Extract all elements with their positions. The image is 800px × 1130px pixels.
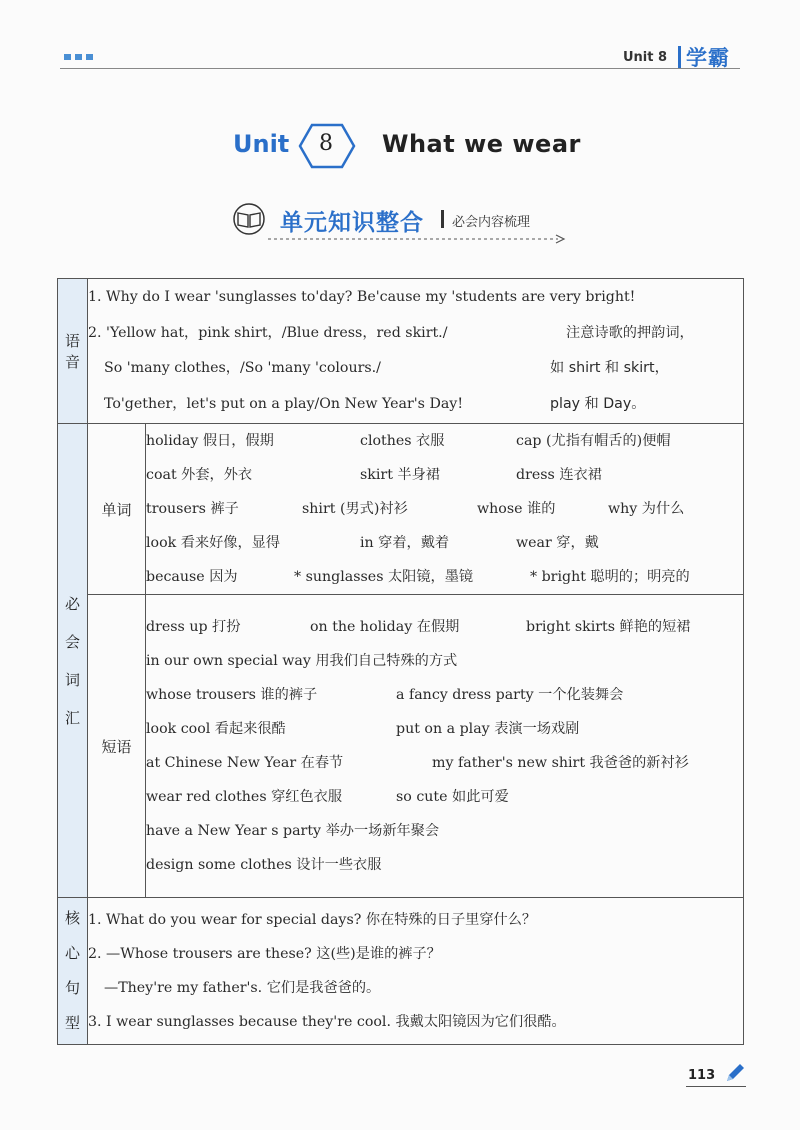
rhyme-note: 如 shirt 和 skirt， xyxy=(550,360,669,376)
vocab-phrase: look cool 看起来很酷 xyxy=(146,721,286,737)
vocab-phrase: in our own special way 用我们自己特殊的方式 xyxy=(146,653,458,669)
word-line xyxy=(146,458,743,492)
knowledge-table xyxy=(57,278,744,1045)
phonics-line: To'gether，let's put on a play/On New Year's Day! play 和 Day。 xyxy=(88,387,743,423)
words-content xyxy=(146,424,744,595)
vocab-label: 必会词汇 xyxy=(58,424,88,898)
vocab-word: trousers 裤子 xyxy=(146,501,239,517)
header-decoration xyxy=(64,54,93,60)
phrases-content xyxy=(146,595,744,898)
phrases-row xyxy=(58,595,744,898)
phonics-line: 1. Why do I wear 'sunglasses to'day? Be'cause my 'students are very bright! xyxy=(88,289,636,305)
vocab-word: wear 穿，戴 xyxy=(516,535,599,551)
phonics-line: So 'many clothes，/So 'many 'colours./ 如 shirt 和 skirt， xyxy=(88,351,743,387)
vocab-phrase: at Chinese New Year 在春节 xyxy=(146,755,344,771)
vocab-word: dress 连衣裙 xyxy=(516,467,602,483)
header-unit-label: Unit 8 xyxy=(623,50,668,65)
section-subtitle: 必会内容梳理 xyxy=(452,215,531,230)
words-row xyxy=(58,424,744,595)
unit-title-text: What we wear xyxy=(382,130,581,158)
phrase-line xyxy=(146,678,743,712)
phonics-line: 2. 'Yellow hat，pink shirt，/Blue dress，red skirt./ 注意诗歌的押韵词， xyxy=(88,316,743,352)
dashed-arrow-icon xyxy=(268,234,568,244)
pencil-icon xyxy=(724,1062,746,1084)
sentences-content xyxy=(88,898,744,1045)
unit-number: 8 xyxy=(319,131,333,156)
vocab-phrase: have a New Year s party 举办一场新年聚会 xyxy=(146,823,440,839)
unit-title xyxy=(0,120,800,172)
sentence-line: 1. What do you wear for special days? 你在特殊的日子里穿什么？ xyxy=(88,912,537,928)
page-number: 113 xyxy=(688,1068,716,1083)
vocab-phrase: wear red clothes 穿红色衣服 xyxy=(146,789,343,805)
header-rule xyxy=(60,68,740,69)
vocab-phrase: a fancy dress party 一个化装舞会 xyxy=(396,687,624,703)
phrase-line xyxy=(146,848,743,882)
sentence-line: 3. I wear sunglasses because they're cool. 我戴太阳镜因为它们很酷。 xyxy=(88,1014,566,1030)
vocab-phrase: whose trousers 谁的裤子 xyxy=(146,687,318,703)
section-divider xyxy=(441,210,444,228)
phonics-row xyxy=(58,279,744,424)
vocab-phrase: put on a play 表演一场戏剧 xyxy=(396,721,580,737)
phrase-line xyxy=(146,814,743,848)
word-line xyxy=(146,560,743,594)
vocab-word: * sunglasses 太阳镜，墨镜 xyxy=(294,569,474,585)
vocab-word: look 看来好像，显得 xyxy=(146,535,281,551)
phrases-label: 短语 xyxy=(88,595,146,898)
vocab-word: holiday 假日，假期 xyxy=(146,433,274,449)
brand-logo: 学霸 xyxy=(686,46,730,70)
open-book-icon xyxy=(228,202,270,236)
vocab-word: in 穿着，戴着 xyxy=(360,535,450,551)
vocab-word: shirt (男式)衬衫 xyxy=(302,501,408,517)
phonics-label: 语音 xyxy=(58,279,88,424)
vocab-phrase: on the holiday 在假期 xyxy=(310,619,460,635)
vocab-word: clothes 衣服 xyxy=(360,433,445,449)
vocab-phrase: design some clothes 设计一些衣服 xyxy=(146,857,382,873)
vocab-phrase: bright skirts 鲜艳的短裙 xyxy=(526,619,691,635)
phonics-content xyxy=(88,279,744,424)
vocab-phrase: my father's new shirt 我爸爸的新衬衫 xyxy=(432,755,689,771)
phrase-line xyxy=(146,746,743,780)
vocab-phrase: so cute 如此可爱 xyxy=(396,789,509,805)
words-label: 单词 xyxy=(88,424,146,595)
sentence-line: —They're my father's. 它们是我爸爸的。 xyxy=(104,980,381,996)
phrase-line xyxy=(146,712,743,746)
word-line xyxy=(146,424,743,458)
vocab-word: cap (尤指有帽舌的)便帽 xyxy=(516,433,671,449)
vocab-word: * bright 聪明的；明亮的 xyxy=(530,569,690,585)
vocab-word: why 为什么 xyxy=(608,501,685,517)
sentences-label: 核心句型 xyxy=(58,898,88,1045)
vocab-word: coat 外套，外衣 xyxy=(146,467,253,483)
vocab-word: skirt 半身裙 xyxy=(360,467,440,483)
phrase-line xyxy=(146,644,743,678)
page-number-rule xyxy=(686,1086,746,1087)
sentence-line: 2. —Whose trousers are these? 这(些)是谁的裤子？ xyxy=(88,946,441,962)
vocab-phrase: dress up 打扮 xyxy=(146,619,241,635)
rhyme-note: 注意诗歌的押韵词， xyxy=(566,324,694,341)
sentences-row xyxy=(58,898,744,1045)
header-divider xyxy=(678,46,681,68)
title-unit-word: Unit xyxy=(233,130,290,158)
vocab-word: because 因为 xyxy=(146,569,238,585)
phrase-line xyxy=(146,780,743,814)
word-line xyxy=(146,492,743,526)
phrase-line xyxy=(146,610,743,644)
word-line xyxy=(146,526,743,560)
section-title: 单元知识整合 xyxy=(280,210,424,236)
rhyme-note: play 和 Day。 xyxy=(550,395,646,412)
vocab-word: whose 谁的 xyxy=(477,501,556,517)
section-heading xyxy=(228,198,568,240)
